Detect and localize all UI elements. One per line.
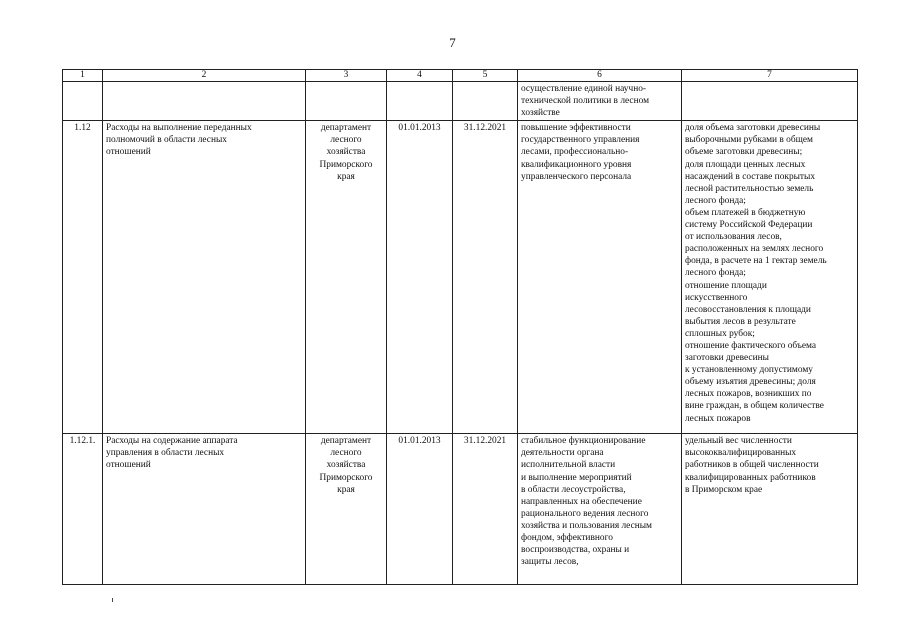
header-cell: 4 [387, 70, 453, 82]
expected-result-line: управленческого персонала [521, 171, 632, 182]
executor [306, 434, 387, 585]
expected-result-line: лесами, профессионально- [521, 147, 629, 158]
row-number: 1.12.1. [63, 434, 103, 585]
header-cell: 5 [453, 70, 518, 82]
measure-name-line: отношений [106, 147, 151, 158]
indicators-line: в Приморском крае [685, 484, 763, 495]
expected-result-line: квалификационного уровня [521, 159, 632, 170]
end-date [453, 82, 518, 121]
indicators-line: лесных пожаров [685, 413, 751, 424]
expected-result-line: деятельности органа [521, 448, 604, 459]
indicators-line: от использования лесов, [685, 232, 782, 243]
indicators-line: доля объема заготовки древесины [685, 123, 821, 134]
expected-result-line: стабильное функционирование [521, 436, 646, 447]
indicators-line: искусственного [685, 292, 748, 303]
executor-line: Приморского [319, 472, 373, 483]
indicators [682, 82, 858, 121]
row-number: 1.12 [63, 121, 103, 434]
expected-result-line: хозяйства и пользования лесным [521, 520, 652, 531]
start-date: 01.01.2013 [387, 434, 453, 585]
expected-result-line: в области лесоустройства, [521, 484, 626, 495]
indicators-line: систему Российской Федерации [685, 220, 813, 231]
expected-result-line: исполнительной власти [521, 460, 616, 471]
indicators-line: к установленному допустимому [685, 365, 813, 376]
executor [306, 121, 387, 434]
end-date: 31.12.2021 [453, 434, 518, 585]
indicators-line: лесного фонда; [685, 195, 746, 206]
executor-line: хозяйства [326, 460, 366, 471]
executor-line: лесного [330, 448, 362, 459]
executor-line: Приморского [319, 159, 373, 170]
measure-name [103, 434, 306, 585]
indicators-line: высококвалифицированных [685, 448, 797, 459]
indicators-line: работников в общей численности [685, 460, 819, 471]
header-cell: 1 [63, 70, 103, 82]
indicators-line: лесных пожаров, возникших по [685, 389, 812, 400]
indicators-line: лесной растительностью земель [685, 183, 814, 194]
indicators-line: доля площади ценных лесных [685, 159, 806, 170]
executor-line: хозяйства [326, 147, 366, 158]
indicators-line: выбытия лесов в результате [685, 316, 796, 327]
indicators-line: объеме заготовки древесины; [685, 147, 803, 158]
executor-line: департамент [320, 436, 372, 447]
header-cell: 2 [103, 70, 306, 82]
expected-result [518, 121, 682, 434]
expected-result-line: фондом, эффективного [521, 533, 613, 544]
measure-name-line: отношений [106, 460, 151, 471]
expected-result-line: защиты лесов, [521, 557, 579, 568]
header-cell: 7 [682, 70, 858, 82]
indicators-line: расположенных на землях лесного [685, 244, 824, 255]
table-row [63, 82, 858, 121]
measure-name-line: управления в области лесных [106, 448, 225, 459]
indicators-line: удельный вес численности [685, 436, 792, 447]
measure-name-line: Расходы на содержание аппарата [106, 436, 238, 447]
table-row [63, 121, 858, 434]
header-row [63, 70, 858, 82]
measure-name-line: Расходы на выполнение переданных [106, 123, 252, 134]
indicators-line: вине граждан, в общем количестве [685, 401, 824, 412]
indicators-line: сплошных рубок; [685, 328, 755, 339]
end-date: 31.12.2021 [453, 121, 518, 434]
expected-result-line: рационального ведения лесного [521, 508, 649, 519]
indicators-line: лесовосстановления к площади [685, 304, 811, 315]
indicators-line: объему изъятия древесины; доля [685, 377, 816, 388]
expected-result-line: повышение эффективности [521, 123, 631, 134]
measure-name [103, 82, 306, 121]
expected-result-line: направленных на обеспечение [521, 496, 642, 507]
indicators-line: объем платежей в бюджетную [685, 207, 806, 218]
indicators-line: квалифицированных работников [685, 472, 816, 483]
program-table [62, 69, 858, 585]
executor-line: лесного [330, 135, 362, 146]
start-date: 01.01.2013 [387, 121, 453, 434]
expected-result-line: государственного управления [521, 135, 640, 146]
indicators-line: выборочными рубками в общем [685, 135, 813, 146]
expected-result-line: хозяйстве [521, 108, 560, 119]
measure-name [103, 121, 306, 434]
expected-result [518, 434, 682, 585]
start-date [387, 82, 453, 121]
measure-name-line: полномочий в области лесных [106, 135, 227, 146]
expected-result [518, 82, 682, 121]
executor-line: края [337, 171, 355, 182]
indicators-line: отношение площади [685, 280, 767, 291]
executor [306, 82, 387, 121]
expected-result-line: технической политики в лесном [521, 96, 650, 107]
stray-mark [112, 598, 113, 602]
row-number [63, 82, 103, 121]
executor-line: департамент [320, 123, 372, 134]
header-cell: 6 [518, 70, 682, 82]
expected-result-line: осуществление единой научно- [521, 84, 647, 94]
indicators-line: заготовки древесины [685, 353, 769, 364]
indicators [682, 434, 858, 585]
indicators-line: отношение фактического объема [685, 340, 817, 351]
page-number: 7 [449, 35, 456, 50]
header-cell: 3 [306, 70, 387, 82]
indicators [682, 121, 858, 434]
indicators-line: насаждений в составе покрытых [685, 171, 816, 182]
executor-line: края [337, 484, 355, 495]
expected-result-line: воспроизводства, охраны и [521, 545, 630, 556]
indicators-line: фонда, в расчете на 1 гектар земель [685, 256, 827, 267]
indicators-line: лесного фонда; [685, 268, 746, 279]
expected-result-line: и выполнение мероприятий [521, 472, 632, 483]
table-row [63, 434, 858, 585]
